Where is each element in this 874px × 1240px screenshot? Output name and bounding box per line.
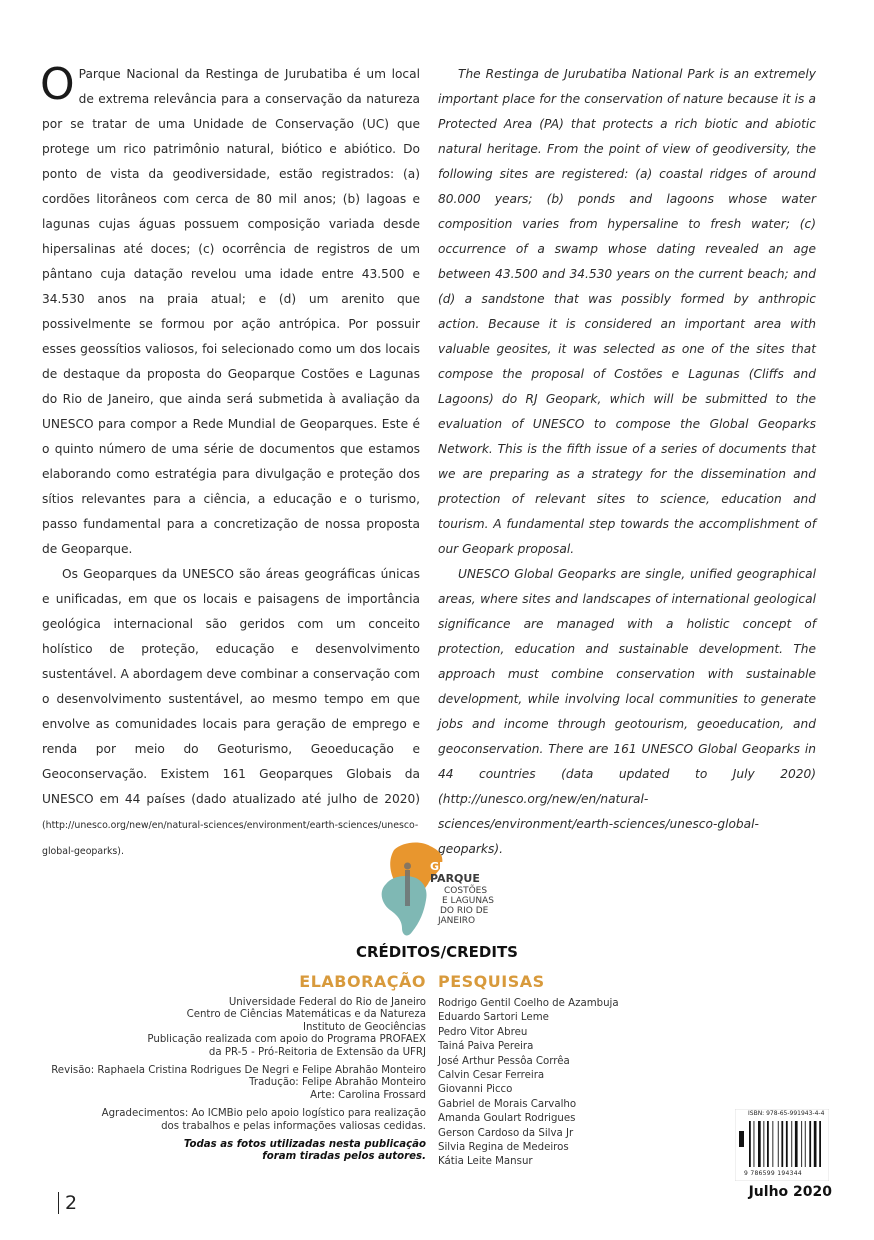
barcode-bar [763, 1121, 764, 1167]
elaboracao-heading: ELABORAÇÃO [299, 972, 426, 991]
dropcap: O [40, 59, 75, 110]
researcher-name: Giovanni Picco [438, 1084, 513, 1096]
researcher-name: Gabriel de Morais Carvalho [438, 1098, 577, 1110]
barcode-bar [754, 1121, 755, 1167]
paragraph-pt-2-text: Os Geoparques da UNESCO são áreas geográficas únicas e unificadas, em que os locais e paisagens de importância geológica internacional são geridos com um conceito holístico de proteção, educação e desenvolvimento sustentável. A abordagem deve combinar a conservação com o desenvolvimento sustentável, ao mesmo tempo em que envolve as comunidades locais para geração de emprego e renda por meio do Geoturismo, Geoeducação e Geoconservação. Existem 161 Geoparques Globais da UNESCO em 44 países (dado atualizado até julho de 2020) [42, 567, 420, 806]
agradecimentos-line: Agradecimentos: Ao ICMBio pelo apoio logístico para realização [101, 1108, 426, 1120]
paragraph-pt-1-text: Parque Nacional da Restinga de Jurubatiba é um local de extrema relevância para a conservação da natureza por se tratar de uma Unidade de Conservação (UC) que protege um rico patrimônio natural, biótico e abiótico. Do ponto de vista da geodiversidade, estão registrados: (a) cordões litorâneos com cerca de 80 mil anos; (b) lagoas e lagunas cujas águas possuem composição variada desde hipersalinas até doces; (c) ocorrência de registros de um pântano cuja datação revelou uma idade entre 43.500 e 34.530 anos na praia atual; e (d) um arenito que possivelmente se formou por ação antrópica. Por possuir esses geossítios valiosos, foi selecionado como um dos locais de destaque da proposta do Geoparque Costões e Lagunas do Rio de Janeiro, que ainda será submetida à avaliação da UNESCO para compor a Rede Mundial de Geoparques. Este é o quinto número de uma série de documentos que estamos elaborando como estratégia para divulgação e proteção dos sítios relevantes para a ciência, a educação e o turismo, passo fundamental para a concretização de nossa proposta de Geoparque. [42, 67, 420, 556]
paragraph-en-1: The Restinga de Jurubatiba National Park is an extremely important place for the conservation of nature because it is a Protected Area (PA) that protects a rich biotic and abiotic natural heritage. From the point of view of geodiversity, the following sites are registered: (a) coastal ridges of around 80.000 years; (b) ponds and lagoons whose water composition varies from hypersaline to fresh water; (c) occurrence of a swamp whose dating revealed an age between 43.500 and 34.530 years on the current beach; and (d) a sandstone that was possibly formed by anthropic action. Because it is considered an important area with valuable geosites, it was selected as one of the sites that compose the proposal of Costões e Lagunas (Cliffs and Lagoons) do RJ Geopark, which will be submitted to the evaluation of UNESCO to compose the Global Geoparks Network. This is the fifth issue of a series of documents that we are preparing as a strategy for the dissemination and protection of relevant sites to science, education and tourism. A fundamental step towards the accomplishment of our Geopark proposal. [438, 67, 816, 556]
page-number [58, 1192, 77, 1214]
logo-lagunas: E LAGUNAS [442, 896, 494, 906]
page-number-value: 2 [65, 1192, 78, 1214]
logo-geo: GEO [430, 860, 456, 873]
isbn-label: ISBN: 978-65-991943-4-4 [748, 1110, 825, 1117]
barcode-bar [809, 1121, 811, 1167]
elab-line: da PR-5 - Pró-Reitoria de Extensão da UFRJ [208, 1046, 426, 1058]
portuguese-column [40, 59, 420, 864]
geoparks-url-pt: (http://unesco.org/new/en/natural-sciences/environment/earth-sciences/unesco-global-geoparks). [42, 820, 419, 857]
publication-date: Julho 2020 [748, 1184, 832, 1200]
elab-line: Centro de Ciências Matemáticas e da Natureza [186, 1009, 426, 1021]
isbn-number: 9 786599 194344 [744, 1170, 802, 1177]
researchers-list [438, 997, 688, 1170]
barcode-bar [749, 1121, 751, 1167]
elab-line: Universidade Federal do Rio de Janeiro [228, 997, 426, 1008]
barcode-bar [814, 1121, 817, 1167]
barcode-bar [781, 1121, 783, 1167]
paragraph-pt-2 [42, 562, 420, 864]
barcode-bar [767, 1121, 769, 1167]
pesquisas-heading: PESQUISAS [438, 972, 545, 991]
barcode-bar [795, 1121, 798, 1167]
researcher-name: Tainá Paiva Pereira [438, 1041, 534, 1053]
arte-line: Arte: Carolina Frossard [310, 1089, 426, 1101]
researcher-name: Calvin Cesar Ferreira [438, 1070, 545, 1082]
researcher-name: Eduardo Sartori Leme [438, 1012, 549, 1024]
logo-janeiro: JANEIRO [438, 916, 476, 926]
researcher-name: Rodrigo Gentil Coelho de Azambuja [438, 998, 619, 1009]
photos-note: Todas as fotos utilizadas nesta publicação [183, 1139, 426, 1151]
barcode-bar [819, 1121, 821, 1167]
geoparque-logo [372, 840, 512, 940]
elaboracao-block [26, 997, 426, 1164]
barcode-bar [791, 1121, 792, 1167]
photos-note: foram tiradas pelos autores. [262, 1151, 426, 1163]
logo-costoes: COSTÕES [444, 886, 488, 896]
paragraph-pt-1 [40, 59, 420, 562]
logo-parque: PARQUE [430, 872, 480, 885]
barcode-bar [801, 1121, 802, 1167]
barcode-bar [778, 1121, 779, 1167]
paragraph-en-2: UNESCO Global Geoparks are single, unified geographical areas, where sites and landscapes of international geological significance are managed with a holistic concept of protection, education and sustainable development. The approach must combine conservation with sustainable development, while involving local communities to generate jobs and income through geotourism, geoeducation, and geoconservation. There are 161 UNESCO Global Geoparks in 44 countries (data updated to July 2020) (http://unesco.org/new/en/natural-sciences/environment/earth-sciences/unesco-global-geoparks). [438, 567, 816, 856]
logo-do-rio: DO RIO DE [440, 906, 489, 916]
traducao-line: Tradução: Felipe Abrahão Monteiro [249, 1077, 426, 1089]
agradecimentos-line: dos trabalhos e pelas informações valiosas cedidas. [161, 1120, 426, 1132]
english-column [438, 62, 816, 862]
researcher-name: Gerson Cardoso da Silva Jr [438, 1127, 574, 1139]
elab-line: Publicação realizada com apoio do Programa PROFAEX [147, 1034, 426, 1046]
researcher-name: Amanda Goulart Rodrigues [438, 1113, 576, 1125]
researcher-name: José Arthur Pessôa Corrêa [438, 1055, 570, 1067]
researcher-name: Kátia Leite Mansur [438, 1156, 533, 1168]
revisao-line: Revisão: Raphaela Cristina Rodrigues De Negri e Felipe Abrahão Monteiro [51, 1065, 426, 1077]
researcher-name: Silvia Regina de Medeiros [438, 1142, 569, 1154]
researcher-name: Pedro Vitor Abreu [438, 1026, 528, 1038]
barcode-bar [758, 1121, 761, 1167]
barcode-bar [786, 1121, 788, 1167]
barcode-bar [805, 1121, 806, 1167]
barcode-mark [739, 1131, 744, 1147]
credits-title: CRÉDITOS/CREDITS [356, 943, 518, 961]
barcode-bar [772, 1121, 773, 1167]
elab-line: Instituto de Geociências [302, 1021, 426, 1033]
